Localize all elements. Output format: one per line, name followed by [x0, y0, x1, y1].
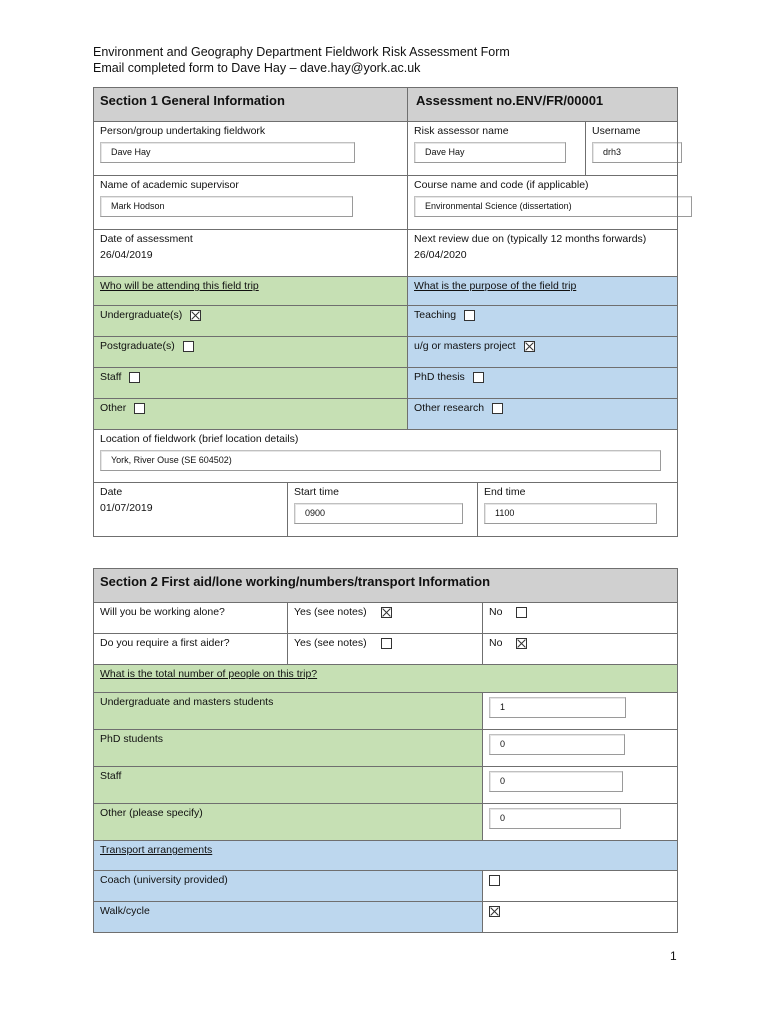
- section2-title: Section 2 First aid/lone working/numbers/transport Information: [94, 569, 678, 603]
- date-value: 01/07/2019: [100, 502, 153, 514]
- teaching-checkbox[interactable]: [464, 310, 475, 321]
- alone-no-label: No: [489, 606, 503, 618]
- purpose-heading: What is the purpose of the field trip: [408, 277, 678, 306]
- purpose-other-research-label: Other research: [414, 402, 485, 414]
- attending-heading: Who will be attending this field trip: [94, 277, 408, 306]
- purpose-teaching-label: Teaching: [414, 309, 457, 321]
- people-undergrad-field[interactable]: 1: [489, 697, 626, 718]
- firstaid-no-checkbox[interactable]: [516, 638, 527, 649]
- review-cell: [408, 230, 678, 277]
- date-assessment-value: 26/04/2019: [100, 249, 153, 261]
- end-time-cell: [478, 483, 678, 537]
- attend-other: [94, 399, 408, 430]
- walk-checkbox[interactable]: [489, 906, 500, 917]
- start-time-label: Start time: [294, 486, 339, 498]
- people-phd-label: PhD students: [94, 730, 483, 767]
- course-field[interactable]: Environmental Science (dissertation): [414, 196, 692, 217]
- date-assessment-label: Date of assessment: [100, 233, 193, 245]
- assessor-cell: [408, 122, 586, 176]
- start-time-field[interactable]: 0900: [294, 503, 463, 524]
- firstaid-no-label: No: [489, 637, 503, 649]
- undergrad-checkbox[interactable]: [190, 310, 201, 321]
- assessor-field[interactable]: Dave Hay: [414, 142, 566, 163]
- supervisor-cell: [94, 176, 408, 230]
- assessment-number: [408, 88, 678, 122]
- people-heading: What is the total number of people on this trip?: [94, 665, 678, 693]
- location-field[interactable]: York, River Ouse (SE 604502): [100, 450, 661, 471]
- start-time-cell: [288, 483, 478, 537]
- alone-yes-cell: [288, 603, 483, 634]
- section1-title: Section 1 General Information: [94, 88, 408, 122]
- person-label: Person/group undertaking fieldwork: [100, 125, 266, 137]
- attend-postgrad-label: Postgraduate(s): [100, 340, 175, 352]
- attend-staff-label: Staff: [100, 371, 122, 383]
- section1-table: [93, 87, 678, 537]
- section2-table: [93, 568, 678, 933]
- firstaid-yes-checkbox[interactable]: [381, 638, 392, 649]
- purpose-other-research: [408, 399, 678, 430]
- transport-coach-label: Coach (university provided): [94, 871, 483, 902]
- location-label: Location of fieldwork (brief location details): [100, 433, 299, 445]
- attend-staff: [94, 368, 408, 399]
- other-checkbox[interactable]: [134, 403, 145, 414]
- username-cell: [586, 122, 678, 176]
- review-label: Next review due on (typically 12 months forwards): [414, 233, 647, 245]
- postgrad-checkbox[interactable]: [183, 341, 194, 352]
- people-other-field[interactable]: 0: [489, 808, 621, 829]
- form-title: Environment and Geography Department Fieldwork Risk Assessment Form: [93, 45, 510, 59]
- firstaid-yes-cell: [288, 634, 483, 665]
- people-staff-label: Staff: [94, 767, 483, 804]
- alone-yes-checkbox[interactable]: [381, 607, 392, 618]
- phd-checkbox[interactable]: [473, 372, 484, 383]
- username-label: Username: [592, 125, 641, 137]
- firstaid-question: Do you require a first aider?: [94, 634, 288, 665]
- transport-walk-cell: [483, 902, 678, 933]
- course-cell: [408, 176, 678, 230]
- project-checkbox[interactable]: [524, 341, 535, 352]
- purpose-phd: [408, 368, 678, 399]
- review-value: 26/04/2020: [414, 249, 467, 261]
- purpose-teaching: [408, 306, 678, 337]
- assessment-number-text: Assessment no.ENV/FR/00001: [416, 93, 604, 108]
- other-research-checkbox[interactable]: [492, 403, 503, 414]
- people-phd-cell: [483, 730, 678, 767]
- person-cell: [94, 122, 408, 176]
- end-time-field[interactable]: 1100: [484, 503, 657, 524]
- people-phd-field[interactable]: 0: [489, 734, 625, 755]
- course-label: Course name and code (if applicable): [414, 179, 589, 191]
- date-assessment-cell: [94, 230, 408, 277]
- people-staff-cell: [483, 767, 678, 804]
- email-instruction: Email completed form to Dave Hay – dave.hay@york.ac.uk: [93, 61, 421, 75]
- end-time-label: End time: [484, 486, 526, 498]
- supervisor-field[interactable]: Mark Hodson: [100, 196, 353, 217]
- alone-no-checkbox[interactable]: [516, 607, 527, 618]
- page-number: 1: [670, 949, 677, 963]
- attend-undergrad-label: Undergraduate(s): [100, 309, 183, 321]
- people-other-cell: [483, 804, 678, 841]
- purpose-phd-label: PhD thesis: [414, 371, 465, 383]
- attend-undergrad: [94, 306, 408, 337]
- form-header: [93, 44, 510, 76]
- firstaid-no-cell: [483, 634, 678, 665]
- attend-postgrad: [94, 337, 408, 368]
- people-other-label: Other (please specify): [94, 804, 483, 841]
- transport-walk-label: Walk/cycle: [94, 902, 483, 933]
- supervisor-label: Name of academic supervisor: [100, 179, 239, 191]
- person-field[interactable]: Dave Hay: [100, 142, 355, 163]
- purpose-project-label: u/g or masters project: [414, 340, 516, 352]
- transport-coach-cell: [483, 871, 678, 902]
- location-cell: [94, 430, 678, 483]
- people-undergrad-cell: [483, 693, 678, 730]
- firstaid-yes-label: Yes (see notes): [294, 637, 367, 649]
- attend-other-label: Other: [100, 402, 127, 414]
- people-staff-field[interactable]: 0: [489, 771, 623, 792]
- assessor-label: Risk assessor name: [414, 125, 509, 137]
- alone-question: Will you be working alone?: [94, 603, 288, 634]
- username-field[interactable]: drh3: [592, 142, 682, 163]
- people-undergrad-label: Undergraduate and masters students: [94, 693, 483, 730]
- date-label: Date: [100, 486, 123, 498]
- date-cell: [94, 483, 288, 537]
- alone-no-cell: [483, 603, 678, 634]
- coach-checkbox[interactable]: [489, 875, 500, 886]
- purpose-project: [408, 337, 678, 368]
- transport-heading: Transport arrangements: [94, 841, 678, 871]
- staff-checkbox[interactable]: [129, 372, 140, 383]
- alone-yes-label: Yes (see notes): [294, 606, 367, 618]
